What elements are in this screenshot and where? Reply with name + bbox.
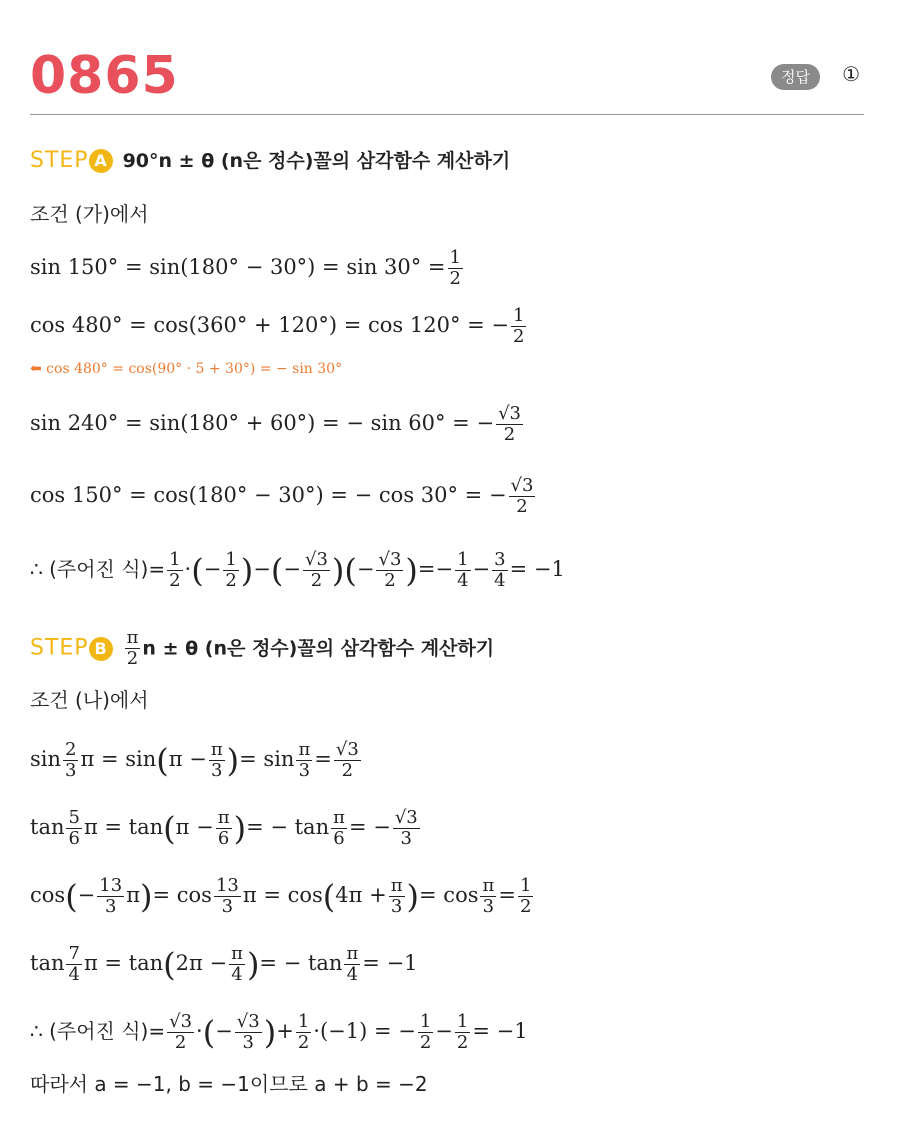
text-seg: − <box>77 883 96 907</box>
frac-num: 5 <box>68 807 80 828</box>
result-prefix: ∴ (주어진 식)= <box>30 1019 166 1043</box>
frac-den: 2 <box>126 648 139 669</box>
plus-sign: + <box>276 1019 294 1043</box>
eq-sin240 <box>30 404 878 445</box>
header-divider <box>30 114 864 115</box>
fraction <box>66 944 81 985</box>
paren-open: ( <box>202 1013 216 1052</box>
text-seg: = sin <box>239 747 295 771</box>
frac-den: 2 <box>516 496 528 517</box>
frac-den: 2 <box>310 570 323 591</box>
eq-tan-7pi-4 <box>30 944 878 985</box>
paren-close: ) <box>233 809 247 848</box>
paren-close: ) <box>240 551 254 590</box>
fraction <box>511 306 526 347</box>
eq-sin150 <box>30 248 878 289</box>
result-prefix: ∴ (주어진 식)= <box>30 557 166 581</box>
frac-num: √3 <box>335 739 359 760</box>
neg-sign: − <box>203 557 222 581</box>
minus-sign: − <box>435 1019 453 1043</box>
fraction <box>223 550 238 591</box>
fraction <box>393 808 420 849</box>
frac-num: 13 <box>99 875 123 896</box>
text-seg: = cos <box>152 883 212 907</box>
text-seg: tan <box>30 951 65 975</box>
result-tail: = −1 <box>472 1019 528 1043</box>
frac-num: 13 <box>215 875 239 896</box>
eq-cos-neg-13pi-3 <box>30 876 878 917</box>
frac-num: π <box>210 739 223 760</box>
frac-num: 1 <box>419 1011 432 1032</box>
fraction <box>455 550 470 591</box>
frac-num: 1 <box>457 549 469 570</box>
paren-close: ) <box>331 551 345 590</box>
text-seg: π = tan <box>83 951 164 975</box>
frac-num: π <box>390 875 403 896</box>
fraction <box>331 808 347 849</box>
frac-den: 4 <box>494 570 506 591</box>
frac-den: 2 <box>169 570 181 591</box>
step-a-result <box>30 550 878 591</box>
text-seg: π = tan <box>83 815 164 839</box>
paren-open: ( <box>344 551 357 590</box>
paren-close: ) <box>140 877 153 916</box>
eq-sin150-left: sin 150° = sin(180° − 30°) = sin 30° = <box>30 255 446 279</box>
text-seg: π − <box>175 815 214 839</box>
paren-open: ( <box>156 741 169 780</box>
frac-den: 2 <box>449 268 461 289</box>
step-b-result <box>30 1012 878 1053</box>
frac-num: 1 <box>169 549 181 570</box>
text-seg: cos <box>30 883 66 907</box>
frac-num: √3 <box>394 807 418 828</box>
fraction <box>418 1012 433 1053</box>
fraction <box>496 404 523 445</box>
step-b-heading <box>30 628 878 669</box>
fraction <box>66 808 81 849</box>
frac-den: 4 <box>346 964 359 985</box>
frac-num: 1 <box>513 305 525 326</box>
frac-num: 2 <box>65 739 77 760</box>
paren-open: ( <box>163 809 176 848</box>
text-seg: π = sin <box>80 747 157 771</box>
text-seg: ·(−1) = − <box>313 1019 416 1043</box>
fraction <box>448 248 463 289</box>
eq-sin-2pi-3 <box>30 740 878 781</box>
text-seg: tan <box>30 815 65 839</box>
frac-den: 3 <box>65 760 77 781</box>
frac-den: 6 <box>68 828 80 849</box>
fraction <box>296 740 312 781</box>
minus-sign: − <box>472 557 491 581</box>
problem-header <box>30 44 864 116</box>
fraction <box>334 740 361 781</box>
fraction <box>167 1012 194 1053</box>
fraction <box>209 740 225 781</box>
fraction <box>235 1012 262 1053</box>
result-tail: = −1 <box>509 557 565 581</box>
paren-open: ( <box>270 551 284 590</box>
cos480-hint-note: ⬅ cos 480° = cos(90° · 5 + 30°) = − sin 30° <box>30 361 343 377</box>
text-seg: sin <box>30 747 62 771</box>
step-a-heading <box>30 146 878 175</box>
frac-den: 3 <box>482 896 495 917</box>
step-b-word: STEP <box>30 635 89 661</box>
text-seg: = − tan <box>246 815 330 839</box>
frac-num: 1 <box>456 1011 469 1032</box>
paren-open: ( <box>163 945 176 984</box>
text-seg: = cos <box>419 883 479 907</box>
frac-den: 3 <box>242 1032 254 1053</box>
frac-num: 3 <box>494 549 506 570</box>
eq-sin240-left: sin 240° = sin(180° + 60°) = − sin 60° = − <box>30 411 495 435</box>
fraction <box>97 876 124 917</box>
frac-den: 2 <box>225 570 237 591</box>
text-seg: π − <box>168 747 207 771</box>
step-a-title: 90°n ± θ (n은 정수)꼴의 삼각함수 계산하기 <box>122 150 511 172</box>
fraction <box>344 944 360 985</box>
text-seg: = <box>314 747 332 771</box>
dot: · <box>196 1019 203 1043</box>
eq-cos480-left: cos 480° = cos(360° + 120°) = cos 120° = − <box>30 313 509 337</box>
frac-num: √3 <box>236 1011 260 1032</box>
frac-num: 1 <box>297 1011 310 1032</box>
frac-num: π <box>482 875 495 896</box>
frac-num: √3 <box>378 549 402 570</box>
step-a-word: STEP <box>30 148 89 173</box>
frac-den: 2 <box>456 1032 469 1053</box>
frac-num: √3 <box>510 475 534 496</box>
frac-num: π <box>346 943 359 964</box>
fraction <box>492 550 507 591</box>
frac-num: √3 <box>304 549 328 570</box>
frac-num: π <box>298 739 311 760</box>
text-seg: 2π − <box>175 951 228 975</box>
frac-num: π <box>333 807 345 828</box>
frac-den: 2 <box>384 570 396 591</box>
frac-num: 7 <box>68 943 80 964</box>
paren-close: ) <box>405 551 418 590</box>
frac-den: 3 <box>298 760 311 781</box>
frac-den: 2 <box>297 1032 310 1053</box>
neg-sign: − <box>283 557 301 581</box>
fraction <box>296 1012 311 1053</box>
fraction <box>216 808 232 849</box>
step-b-letter-badge: B <box>89 637 113 661</box>
neg-sign: − <box>435 557 454 581</box>
answer-value: ① <box>842 62 860 86</box>
frac-num: 1 <box>449 247 461 268</box>
frac-den: 6 <box>217 828 230 849</box>
frac-num: √3 <box>498 403 521 424</box>
frac-den: 2 <box>519 896 532 917</box>
paren-open: ( <box>322 877 336 916</box>
fraction <box>376 550 403 591</box>
frac-num: 1 <box>225 549 237 570</box>
paren-close: ) <box>246 945 260 984</box>
fraction <box>455 1012 470 1053</box>
frac-den: 2 <box>174 1032 187 1053</box>
fraction <box>303 550 330 591</box>
frac-den: 3 <box>390 896 403 917</box>
frac-den: 4 <box>457 570 469 591</box>
fraction <box>63 740 78 781</box>
neg-sign: − <box>356 557 375 581</box>
fraction <box>518 876 533 917</box>
frac-num: π <box>126 627 139 648</box>
answer-badge: 정답 <box>771 64 820 90</box>
step-b-title: n ± θ (n은 정수)꼴의 삼각함수 계산하기 <box>142 637 495 660</box>
dot: · <box>184 557 192 581</box>
paren-open: ( <box>65 877 78 916</box>
step-b-condition: 조건 (나)에서 <box>30 688 149 712</box>
eq-cos480 <box>30 306 878 347</box>
neg-sign: − <box>215 1019 233 1043</box>
frac-den: 3 <box>105 896 117 917</box>
paren-close: ) <box>406 877 420 916</box>
frac-den: 2 <box>341 760 354 781</box>
eq-tan-5pi-6 <box>30 808 878 849</box>
frac-den: 4 <box>231 964 243 985</box>
paren-close: ) <box>263 1013 277 1052</box>
paren-close: ) <box>226 741 240 780</box>
fraction <box>167 550 182 591</box>
fraction <box>229 944 245 985</box>
text-seg: = − <box>348 815 391 839</box>
text-seg: 4π + <box>335 883 387 907</box>
frac-den: 3 <box>221 896 234 917</box>
problem-number: 0865 <box>30 46 179 106</box>
frac-num: π <box>217 807 230 828</box>
text-seg: = −1 <box>362 951 418 975</box>
step-a-letter-badge: A <box>89 149 113 173</box>
step-a-condition: 조건 (가)에서 <box>30 202 149 226</box>
final-conclusion: 따라서 a = −1, b = −1이므로 a + b = −2 <box>30 1072 428 1096</box>
fraction <box>389 876 405 917</box>
fraction <box>125 628 141 669</box>
frac-num: √3 <box>169 1011 193 1032</box>
frac-den: 3 <box>400 828 412 849</box>
eq-cos150-left: cos 150° = cos(180° − 30°) = − cos 30° = − <box>30 483 507 507</box>
fraction <box>480 876 496 917</box>
frac-den: 2 <box>513 326 525 347</box>
frac-num: π <box>231 943 243 964</box>
paren-open: ( <box>191 551 204 590</box>
minus-sign: − <box>253 557 271 581</box>
text-seg: π = cos <box>242 883 323 907</box>
frac-den: 4 <box>68 964 80 985</box>
frac-den: 2 <box>503 424 516 445</box>
frac-num: 1 <box>519 875 532 896</box>
fraction <box>214 876 241 917</box>
frac-den: 2 <box>419 1032 432 1053</box>
text-seg: = − tan <box>259 951 343 975</box>
frac-den: 3 <box>211 760 223 781</box>
fraction <box>509 476 536 517</box>
text-seg: = <box>498 883 516 907</box>
equals-sign: = <box>417 557 436 581</box>
eq-cos150 <box>30 476 878 517</box>
text-seg: π <box>126 883 140 907</box>
frac-den: 6 <box>333 828 345 849</box>
